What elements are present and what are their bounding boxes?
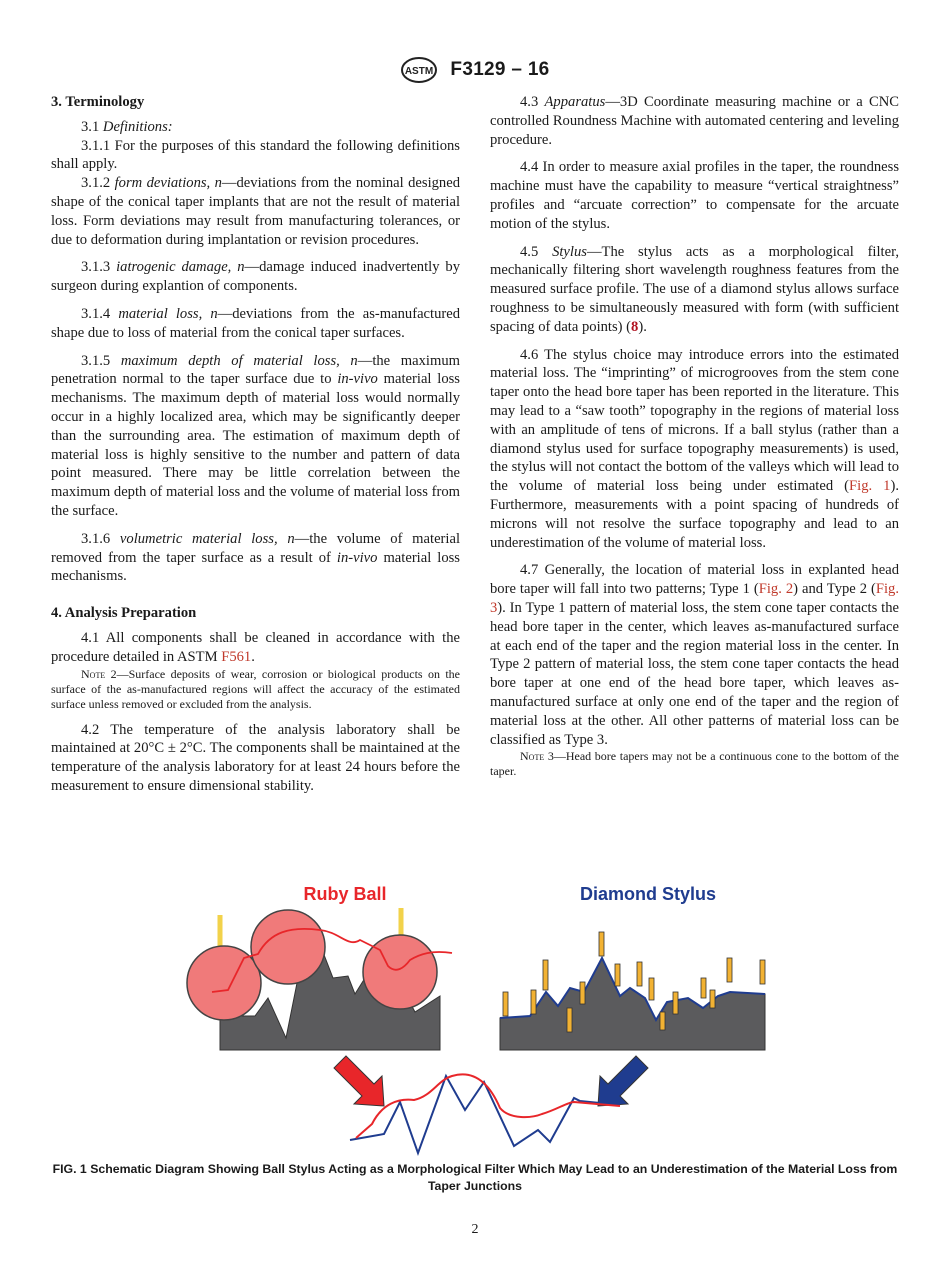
para-3-1-5: 3.1.5 maximum depth of material loss, n—the maximum penetration normal to the taper surface due to in-vivo material loss mechanisms. The maximum depth of material loss would normally occur in a highly localized area, which may be significantly deeper than the surrounding area. The estimation of maximum depth of material loss is highly sensitive to the number and pattern of data point measured. There may be little correlation between the maximum depth of material loss and the volume of material loss from the surface. xyxy=(51,352,460,519)
para-3-1-4: 3.1.4 material loss, n—deviations from the as-manufactured shape due to loss of material from the conical taper surfaces. xyxy=(51,305,461,341)
para-4-4: 4.4 In order to measure axial profiles in the taper, the roundness machine must have the capability to measure “vertical straightness” profiles and “arcuate correction” to compensate for the arcuate motion of the stylus. xyxy=(490,159,899,232)
section-3-heading: 3. Terminology xyxy=(51,94,145,110)
para-4-5: 4.5 Stylus—The stylus acts as a morphological filter, mechanically filtering short wavelength roughness features from the measured surface profile. The use of a diamond stylus allows surface roughness to be simultaneously measured with form (with sufficient spacing of data points) (8). xyxy=(490,243,899,335)
ruby-ball-label: Ruby Ball xyxy=(303,884,387,904)
blue-arrow-icon xyxy=(598,1056,648,1106)
page-header xyxy=(0,56,950,84)
right-surface-block xyxy=(500,958,765,1050)
para-4-7: 4.7 Generally, the location of material loss in explanted head bore taper will fall into two patterns; Type 1 (Fig. 2) and Type 2 (Fig. 3). In Type 1 pattern of material loss, the stem cone taper contacts the head bore taper in the center, which leaves as-manufactured surface at each end of the taper and the region material loss in the center. In Type 2 pattern of material loss, the stem cone taper contacts the head bore taper at one end of the head bore taper, which leaves as-manufactured surface at only one end of the taper and the region of material loss at the other. All other patterns of material loss can be classified as Type 3. xyxy=(490,562,900,748)
left-column xyxy=(51,93,460,796)
para-3-1-1: 3.1.1 For the purposes of this standard the following definitions shall apply. xyxy=(51,137,460,173)
red-arrow-icon xyxy=(334,1056,384,1106)
figure-1-diagram xyxy=(170,870,790,1160)
para-3-1-6: 3.1.6 volumetric material loss, n—the volume of material removed from the taper surface as a result of in-vivo material loss mechanisms. xyxy=(51,530,460,585)
note-3: Note 3—Head bore tapers may not be a continuous cone to the bottom of the taper. xyxy=(490,749,899,779)
fig-1-link[interactable]: Fig. 1 xyxy=(849,478,891,495)
para-4-1: 4.1 All components shall be cleaned in accordance with the procedure detailed in ASTM F561. xyxy=(51,629,460,665)
section-4-heading: 4. Analysis Preparation xyxy=(51,605,197,622)
note-2: Note 2—Surface deposits of wear, corrosion or biological products on the surface of the as-manufactured regions will affect the accuracy of the estimated surface unless removed or excluded from the analysis. xyxy=(51,666,460,711)
diamond-stylus-label: Diamond Stylus xyxy=(579,884,717,904)
para-4-2: 4.2 The temperature of the analysis laboratory shall be maintained at 20°C ± 2°C. The components shall be maintained at the temperature of the analysis laboratory for at least 24 hours before the measurement to ensure dimensional stability. xyxy=(51,721,460,794)
para-3-1-3: 3.1.3 iatrogenic damage, n—damage induced inadvertently by surgeon during explantion of components. xyxy=(51,259,461,295)
svg-text:ASTM: ASTM xyxy=(405,66,434,77)
bottom-blue-trace xyxy=(350,1076,620,1153)
fig-3-link[interactable]: Fig. 3 xyxy=(490,581,900,616)
para-3-1-2: 3.1.2 form deviations, n—deviations from the nominal designed shape of the conical taper implants that are not the result of material loss. Form deviations may result from manufacturing tolerances, or due to deformation during implantation or revision procedures. xyxy=(51,175,460,248)
para-3-1: 3.1 Definitions: xyxy=(81,118,173,135)
para-4-3: 4.3 Apparatus—3D Coordinate measuring machine or a CNC controlled Roundness Machine with automated centering and leveling procedure. xyxy=(490,94,900,148)
astm-logo-icon xyxy=(400,56,438,84)
reference-8-link[interactable]: 8 xyxy=(631,318,639,335)
right-column xyxy=(490,93,899,779)
astm-f561-link[interactable]: F561 xyxy=(221,648,252,665)
bottom-red-trace xyxy=(356,1074,620,1138)
page-number: 2 xyxy=(471,1222,479,1237)
standard-code: F3129 – 16 xyxy=(450,59,550,80)
para-4-6: 4.6 The stylus choice may introduce errors into the estimated material loss. The “imprinting” of microgrooves from the stem cone taper onto the head bore taper has been reported in the literature. This may lead to a “saw tooth” topography in the regions of material loss with an amplitude of tens of microns. If a ball stylus (rather than a diamond stylus used for surface topography measurements) is used, the stylus will not contact the bottom of the valleys which will lead to the volume of material loss being under estimated (Fig. 1). Furthermore, measurements with a point spacing of hundreds of microns will not resolve the surface topography and lead to an underestimation of the volume of material loss. xyxy=(490,346,899,551)
figure-1-caption: FIG. 1 Schematic Diagram Showing Ball Stylus Acting as a Morphological Filter Which May Lead to an Underestimation of the Material Loss from Taper Junctions xyxy=(52,1162,898,1193)
fig-2-link[interactable]: Fig. 2 xyxy=(758,581,794,598)
